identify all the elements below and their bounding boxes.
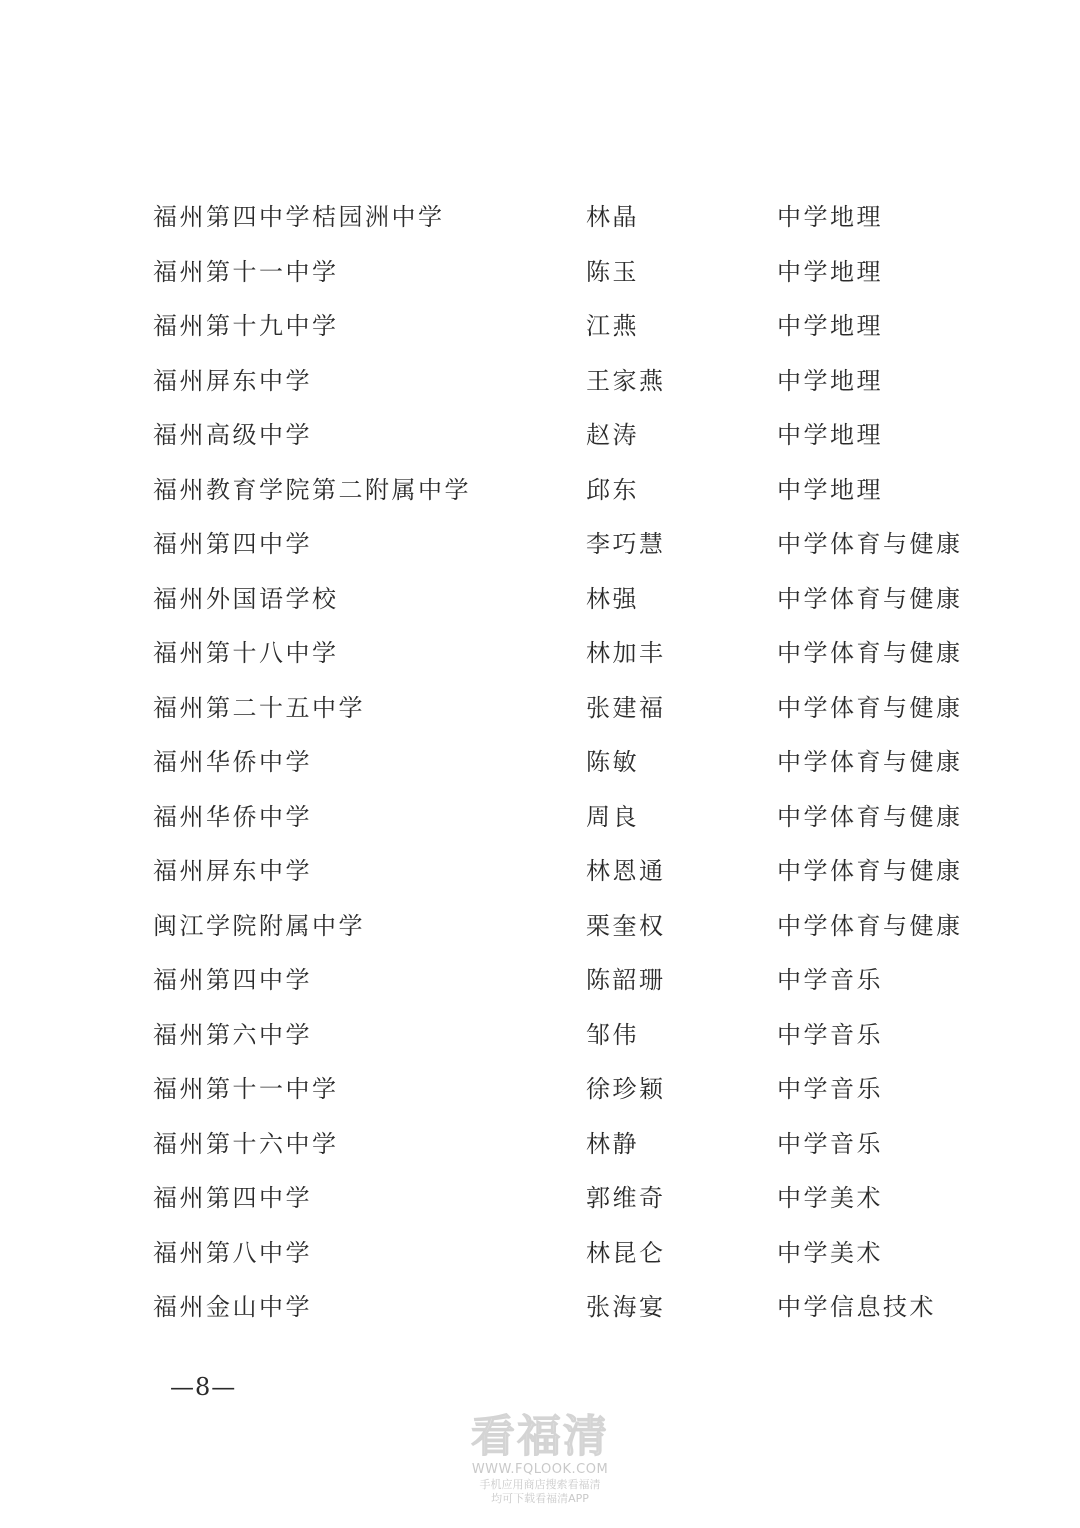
name-cell: 陈韶珊 <box>586 966 666 994</box>
school-cell: 福州第十一中学 <box>153 257 339 286</box>
watermark-logo: 看福清 <box>471 1411 609 1462</box>
list-row <box>0 1171 1080 1226</box>
school-cell: 福州高级中学 <box>153 421 312 449</box>
school-cell: 福州屏东中学 <box>153 857 312 885</box>
school-cell: 福州华侨中学 <box>153 802 312 831</box>
name-cell: 李巧慧 <box>586 530 666 558</box>
subject-cell: 中学地理 <box>777 312 883 340</box>
school-cell: 福州外国语学校 <box>153 584 339 613</box>
list-row <box>0 354 1080 409</box>
school-cell: 福州第十一中学 <box>153 1075 339 1103</box>
name-cell: 邱东 <box>586 475 639 504</box>
name-cell: 徐珍颖 <box>586 1075 666 1103</box>
school-cell: 福州第四中学 <box>153 1184 312 1212</box>
name-cell: 林静 <box>586 1129 639 1158</box>
list-row <box>0 1117 1080 1172</box>
name-cell: 林晶 <box>586 203 639 231</box>
list-row <box>0 681 1080 736</box>
list-row <box>0 1226 1080 1281</box>
name-cell: 江燕 <box>586 312 639 340</box>
name-cell: 林强 <box>586 584 639 613</box>
name-cell: 陈敏 <box>586 748 639 776</box>
name-cell: 张海宴 <box>586 1293 666 1321</box>
name-cell: 林昆仑 <box>586 1238 666 1267</box>
list-row <box>0 408 1080 463</box>
list-row <box>0 572 1080 627</box>
subject-cell: 中学音乐 <box>777 1075 883 1103</box>
subject-cell: 中学体育与健康 <box>777 748 963 776</box>
school-cell: 福州第四中学 <box>153 530 312 558</box>
name-cell: 陈玉 <box>586 257 639 286</box>
subject-cell: 中学地理 <box>777 257 883 286</box>
subject-cell: 中学体育与健康 <box>777 584 963 613</box>
list-row <box>0 1008 1080 1063</box>
name-cell: 林恩通 <box>586 857 666 885</box>
subject-cell: 中学信息技术 <box>777 1293 936 1321</box>
subject-cell: 中学地理 <box>777 366 883 395</box>
name-cell: 林加丰 <box>586 639 666 667</box>
list-row <box>0 735 1080 790</box>
list-row <box>0 190 1080 245</box>
list-row <box>0 463 1080 518</box>
school-cell: 福州屏东中学 <box>153 366 312 395</box>
name-cell: 张建福 <box>586 693 666 722</box>
school-cell: 福州金山中学 <box>153 1293 312 1321</box>
watermark-line-2: 均可下载看福清APP <box>491 1492 589 1505</box>
school-cell: 福州第六中学 <box>153 1020 312 1049</box>
page-number: —8— <box>170 1373 237 1401</box>
teacher-list <box>0 190 1080 1335</box>
list-row <box>0 790 1080 845</box>
school-cell: 福州第十九中学 <box>153 312 339 340</box>
school-cell: 福州第四中学桔园洲中学 <box>153 203 445 231</box>
subject-cell: 中学音乐 <box>777 1020 883 1049</box>
list-row <box>0 517 1080 572</box>
subject-cell: 中学体育与健康 <box>777 911 963 940</box>
school-cell: 福州第二十五中学 <box>153 693 365 722</box>
subject-cell: 中学美术 <box>777 1238 883 1267</box>
subject-cell: 中学体育与健康 <box>777 857 963 885</box>
list-row <box>0 626 1080 681</box>
school-cell: 福州第四中学 <box>153 966 312 994</box>
watermark <box>440 1412 640 1506</box>
subject-cell: 中学美术 <box>777 1184 883 1212</box>
list-row <box>0 844 1080 899</box>
school-cell: 福州华侨中学 <box>153 748 312 776</box>
school-cell: 福州教育学院第二附属中学 <box>153 475 471 504</box>
list-row <box>0 1280 1080 1335</box>
subject-cell: 中学音乐 <box>777 1129 883 1158</box>
subject-cell: 中学地理 <box>777 421 883 449</box>
list-row <box>0 245 1080 300</box>
list-row <box>0 899 1080 954</box>
name-cell: 郭维奇 <box>586 1184 666 1212</box>
watermark-line-1: 手机应用商店搜索看福清 <box>479 1478 601 1491</box>
school-cell: 福州第八中学 <box>153 1238 312 1267</box>
list-row <box>0 299 1080 354</box>
subject-cell: 中学体育与健康 <box>777 530 963 558</box>
school-cell: 福州第十八中学 <box>153 639 339 667</box>
name-cell: 周良 <box>586 802 639 831</box>
list-row <box>0 1062 1080 1117</box>
name-cell: 栗奎权 <box>586 911 666 940</box>
subject-cell: 中学体育与健康 <box>777 639 963 667</box>
subject-cell: 中学地理 <box>777 203 883 231</box>
subject-cell: 中学体育与健康 <box>777 802 963 831</box>
school-cell: 闽江学院附属中学 <box>153 911 365 940</box>
watermark-url: WWW.FQLOOK.COM <box>471 1462 609 1477</box>
subject-cell: 中学地理 <box>777 475 883 504</box>
subject-cell: 中学音乐 <box>777 966 883 994</box>
list-row <box>0 953 1080 1008</box>
name-cell: 邹伟 <box>586 1020 639 1049</box>
subject-cell: 中学体育与健康 <box>777 693 963 722</box>
school-cell: 福州第十六中学 <box>153 1129 339 1158</box>
name-cell: 赵涛 <box>586 421 639 449</box>
name-cell: 王家燕 <box>586 366 666 395</box>
